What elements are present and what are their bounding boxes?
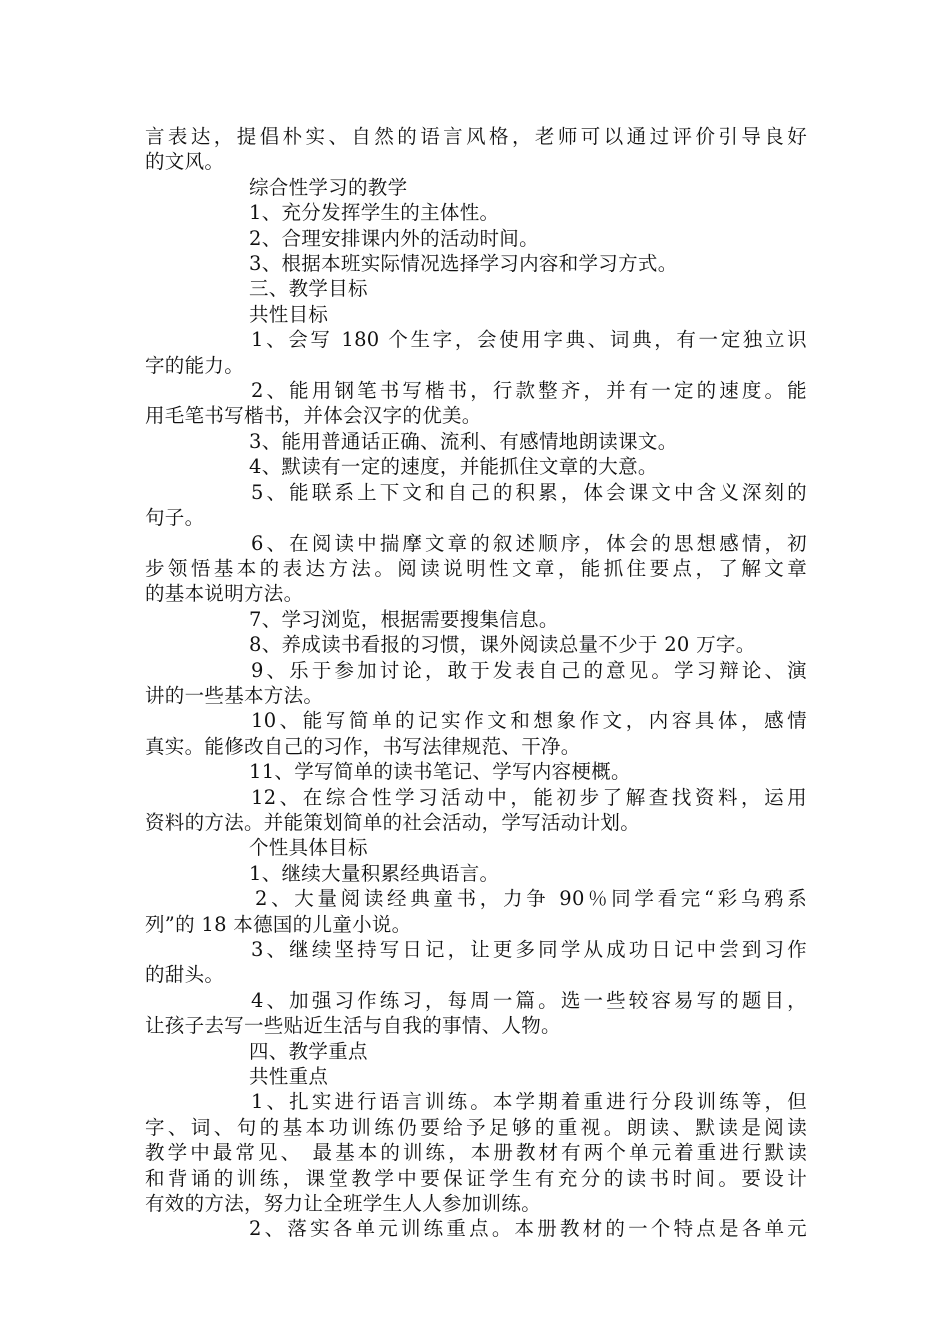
text-line: 和背诵的训练，课堂教学中要保证学生有充分的读书时间。要设计 bbox=[145, 1166, 807, 1190]
text-line: 综合性学习的教学 bbox=[249, 175, 408, 199]
text-line: 四、教学重点 bbox=[249, 1039, 368, 1063]
text-line: 讲的一些基本方法。 bbox=[145, 683, 324, 707]
text-line: 2、合理安排课内外的活动时间。 bbox=[249, 226, 539, 250]
text-line: 真实。能修改自己的习作，书写法律规范、干净。 bbox=[145, 734, 581, 758]
text-line: 4、默读有一定的速度，并能抓住文章的大意。 bbox=[249, 455, 658, 479]
text-line: 2、落实各单元训练重点。本册教材的一个特点是各单元 bbox=[249, 1217, 807, 1241]
text-line: 12、在综合性学习活动中，能初步了解查找资料，运用 bbox=[251, 785, 807, 809]
text-line: 句子。 bbox=[145, 506, 205, 530]
text-line: 言表达，提倡朴实、自然的语言风格，老师可以通过评价引导良好 bbox=[145, 125, 807, 148]
text-line: 4、加强习作练习，每周一篇。选一些较容易写的题目， bbox=[251, 988, 807, 1012]
text-line: 的基本说明方法。 bbox=[145, 582, 304, 606]
text-line: 11、学写简单的读书笔记、学写内容梗概。 bbox=[249, 760, 631, 784]
text-line: 让孩子去写一些贴近生活与自我的事情、人物。 bbox=[145, 1014, 561, 1038]
text-line: 2、能用钢笔书写楷书，行款整齐，并有一定的速度。能 bbox=[251, 379, 807, 403]
text-line: 1、会写 180 个生字，会使用字典、词典，有一定独立识 bbox=[251, 328, 807, 352]
text-line: 步领悟基本的表达方法。阅读说明性文章，能抓住要点，了解文章 bbox=[145, 556, 807, 580]
text-line: 8、养成读书看报的习惯，课外阅读总量不少于 20 万字。 bbox=[249, 633, 756, 657]
text-line: 2、大量阅读经典童书，力争 90％同学看完“彩乌鸦系 bbox=[255, 887, 807, 911]
text-line: 字、词、句的基本功训练仍要给予足够的重视。朗读、默读是阅读 bbox=[145, 1115, 807, 1139]
document-body bbox=[145, 124, 807, 1242]
text-line: 3、继续坚持写日记，让更多同学从成功日记中尝到习作 bbox=[251, 938, 807, 961]
text-line: 三、教学目标 bbox=[249, 277, 368, 301]
text-line: 字的能力。 bbox=[145, 353, 245, 377]
text-line: 的甜头。 bbox=[145, 963, 225, 987]
text-line: 1、扎实进行语言训练。本学期着重进行分段训练等，但 bbox=[251, 1090, 807, 1114]
text-line: 3、根据本班实际情况选择学习内容和学习方式。 bbox=[249, 252, 678, 276]
text-line: 6、在阅读中揣摩文章的叙述顺序，体会的思想感情，初 bbox=[251, 531, 807, 555]
text-line: 列”的 18 本德国的儿童小说。 bbox=[145, 912, 412, 936]
text-line: 7、学习浏览，根据需要搜集信息。 bbox=[249, 607, 559, 631]
text-line: 共性重点 bbox=[249, 1065, 329, 1089]
text-line: 1、继续大量积累经典语言。 bbox=[249, 861, 500, 885]
text-line: 的文风。 bbox=[145, 150, 225, 174]
text-line: 有效的方法，努力让全班学生人人参加训练。 bbox=[145, 1192, 542, 1216]
text-line: 5、能联系上下文和自己的积累，体会课文中含义深刻的 bbox=[251, 480, 807, 504]
text-line: 资料的方法。并能策划简单的社会活动，学写活动计划。 bbox=[145, 810, 641, 834]
text-line: 1、充分发挥学生的主体性。 bbox=[249, 201, 500, 225]
text-line: 教学中最常见、 最基本的训练，本册教材有两个单元着重进行默读 bbox=[145, 1141, 807, 1165]
text-line: 用毛笔书写楷书，并体会汉字的优美。 bbox=[145, 404, 482, 428]
text-line: 3、能用普通话正确、流利、有感情地朗读课文。 bbox=[249, 429, 678, 453]
text-line: 共性目标 bbox=[249, 302, 329, 326]
text-line: 10、能写简单的记实作文和想象作文，内容具体，感情 bbox=[251, 709, 807, 733]
text-line: 个性具体目标 bbox=[249, 836, 368, 860]
text-line: 9、乐于参加讨论，敢于发表自己的意见。学习辩论、演 bbox=[251, 658, 807, 682]
